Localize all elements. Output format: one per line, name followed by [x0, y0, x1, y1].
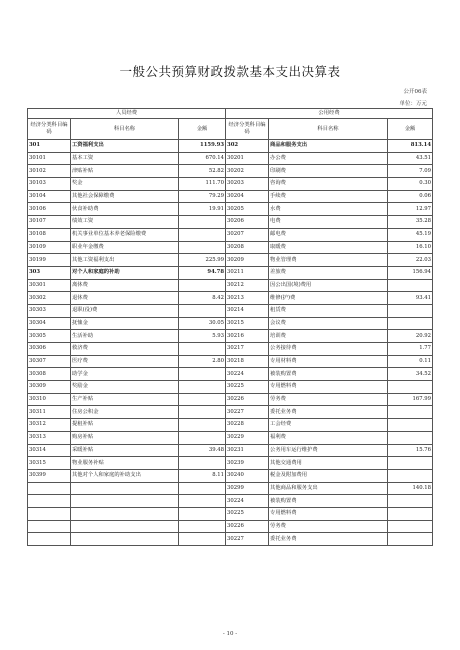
left-amount-cell: 111.70 [179, 178, 226, 191]
left-name-cell: 工资福利支出 [71, 140, 179, 153]
left-amount-cell: 30.05 [179, 317, 226, 330]
left-name-cell: 退休费 [71, 292, 179, 305]
right-name-cell: 其他商品和服务支出 [269, 482, 388, 495]
table-row [28, 152, 433, 165]
left-code-cell: 30309 [28, 381, 71, 394]
left-amount-cell [179, 279, 226, 292]
left-code-cell: 30399 [28, 469, 71, 482]
right-amount-cell: 0.30 [388, 178, 433, 191]
right-code-cell: 30228 [226, 419, 269, 432]
table-row [28, 469, 433, 482]
table-row [28, 431, 433, 444]
left-name-cell [71, 533, 179, 546]
left-name-cell: 生活补助 [71, 330, 179, 343]
left-amount-cell [179, 368, 226, 381]
right-code-cell: 30213 [226, 292, 269, 305]
table-row [28, 266, 433, 279]
right-name-cell: 被装购置费 [269, 368, 388, 381]
unit-label: 单位：万元 [399, 101, 427, 107]
right-amount-cell: 20.92 [388, 330, 433, 343]
table-row [28, 419, 433, 432]
right-name-cell: 维修(护)费 [269, 292, 388, 305]
right-name-cell: 福利费 [269, 431, 388, 444]
left-name-cell: 奖金 [71, 178, 179, 191]
table-row [28, 482, 433, 495]
right-code-cell: 30227 [226, 406, 269, 419]
left-amount-cell [179, 495, 226, 508]
right-code-cell: 30299 [226, 482, 269, 495]
right-code-cell: 30225 [226, 507, 269, 520]
right-amount-cell: 22.03 [388, 254, 433, 267]
left-name-cell: 医疗费 [71, 355, 179, 368]
left-code-cell: 30312 [28, 419, 71, 432]
left-code-cell [28, 520, 71, 533]
right-code-cell: 30202 [226, 165, 269, 178]
left-code-cell [28, 482, 71, 495]
right-name-cell: 税金及附加费用 [269, 469, 388, 482]
left-amount-cell [179, 419, 226, 432]
section-personnel: 人员经费 [28, 109, 226, 119]
table-row [28, 292, 433, 305]
left-code-cell: 303 [28, 266, 71, 279]
left-name-cell [71, 507, 179, 520]
right-amount-cell [388, 533, 433, 546]
expenditure-table [27, 108, 433, 546]
left-amount-cell: 225.99 [179, 254, 226, 267]
page-number: - 10 - [222, 631, 238, 637]
right-name-cell: 专用材料费 [269, 355, 388, 368]
right-amount-cell [388, 431, 433, 444]
left-amount-cell: 5.93 [179, 330, 226, 343]
table-row [28, 368, 433, 381]
table-row [28, 203, 433, 216]
right-name-cell: 电费 [269, 216, 388, 229]
right-amount-cell [388, 495, 433, 508]
left-amount-cell [179, 533, 226, 546]
left-name-cell: 基本工资 [71, 152, 179, 165]
right-name-cell: 委托业务费 [269, 406, 388, 419]
left-amount-cell [179, 507, 226, 520]
left-code-cell: 30301 [28, 279, 71, 292]
left-code-cell: 30104 [28, 190, 71, 203]
left-amount-cell: 670.14 [179, 152, 226, 165]
left-amount-cell [179, 482, 226, 495]
right-name-cell: 水费 [269, 203, 388, 216]
table-body [28, 140, 433, 546]
section-public: 公用经费 [226, 109, 433, 119]
right-name-cell: 因公出国(境)费用 [269, 279, 388, 292]
left-name-cell: 生产补贴 [71, 393, 179, 406]
left-name-cell: 离休费 [71, 279, 179, 292]
left-name-cell: 采暖补贴 [71, 444, 179, 457]
right-code-cell: 30239 [226, 457, 269, 470]
right-amount-cell: 45.19 [388, 228, 433, 241]
left-code-cell: 30103 [28, 178, 71, 191]
left-name-cell: 物业服务补贴 [71, 457, 179, 470]
right-amount-cell [388, 520, 433, 533]
table-row [28, 343, 433, 356]
left-amount-cell: 8.42 [179, 292, 226, 305]
left-name-cell: 其他社会保障缴费 [71, 190, 179, 203]
right-code-cell: 30208 [226, 241, 269, 254]
right-code-cell: 30224 [226, 495, 269, 508]
header-name-right: 科目名称 [269, 119, 388, 140]
left-amount-cell [179, 343, 226, 356]
left-code-cell: 30313 [28, 431, 71, 444]
table-row [28, 279, 433, 292]
right-name-cell: 被装购置费 [269, 495, 388, 508]
left-name-cell: 住房公积金 [71, 406, 179, 419]
left-code-cell: 30107 [28, 216, 71, 229]
left-name-cell: 提租补贴 [71, 419, 179, 432]
table-row [28, 520, 433, 533]
left-amount-cell: 52.82 [179, 165, 226, 178]
left-name-cell: 奖励金 [71, 381, 179, 394]
left-name-cell: 机关事业单位基本养老保险缴费 [71, 228, 179, 241]
left-amount-cell [179, 216, 226, 229]
left-code-cell: 30307 [28, 355, 71, 368]
left-name-cell: 津贴补贴 [71, 165, 179, 178]
right-name-cell: 取暖费 [269, 241, 388, 254]
right-amount-cell: 34.52 [388, 368, 433, 381]
right-name-cell: 办公费 [269, 152, 388, 165]
right-name-cell: 委托业务费 [269, 533, 388, 546]
right-code-cell: 302 [226, 140, 269, 153]
left-amount-cell: 94.78 [179, 266, 226, 279]
left-code-cell: 30305 [28, 330, 71, 343]
left-code-cell [28, 507, 71, 520]
header-code-left: 经济分类科目编码 [28, 119, 71, 140]
right-code-cell: 30227 [226, 533, 269, 546]
right-code-cell: 30218 [226, 355, 269, 368]
right-code-cell: 30206 [226, 216, 269, 229]
right-code-cell: 30207 [226, 228, 269, 241]
right-code-cell: 30209 [226, 254, 269, 267]
right-code-cell: 30240 [226, 469, 269, 482]
left-name-cell [71, 495, 179, 508]
right-name-cell: 咨询费 [269, 178, 388, 191]
right-code-cell: 30201 [226, 152, 269, 165]
table-row [28, 406, 433, 419]
left-amount-cell [179, 228, 226, 241]
left-name-cell: 其他对个人和家庭的补助支出 [71, 469, 179, 482]
right-amount-cell: 0.11 [388, 355, 433, 368]
table-row [28, 355, 433, 368]
table-row [28, 190, 433, 203]
header-amount-left: 金额 [179, 119, 226, 140]
right-amount-cell [388, 507, 433, 520]
right-code-cell: 30212 [226, 279, 269, 292]
table-row [28, 381, 433, 394]
left-name-cell: 购房补贴 [71, 431, 179, 444]
left-code-cell [28, 533, 71, 546]
left-amount-cell [179, 457, 226, 470]
left-amount-cell: 8.11 [179, 469, 226, 482]
left-code-cell: 301 [28, 140, 71, 153]
left-code-cell: 30306 [28, 343, 71, 356]
right-code-cell: 30226 [226, 393, 269, 406]
left-amount-cell [179, 241, 226, 254]
right-amount-cell: 140.18 [388, 482, 433, 495]
right-name-cell: 其他交通费用 [269, 457, 388, 470]
right-code-cell: 30217 [226, 343, 269, 356]
left-amount-cell: 1159.93 [179, 140, 226, 153]
left-name-cell: 其他工资福利支出 [71, 254, 179, 267]
left-amount-cell: 19.91 [179, 203, 226, 216]
table-row [28, 228, 433, 241]
table-row [28, 495, 433, 508]
right-amount-cell: 7.09 [388, 165, 433, 178]
table-row [28, 533, 433, 546]
right-name-cell: 差旅费 [269, 266, 388, 279]
right-code-cell: 30214 [226, 304, 269, 317]
right-name-cell: 商品和服务支出 [269, 140, 388, 153]
left-code-cell: 30303 [28, 304, 71, 317]
left-code-cell: 30302 [28, 292, 71, 305]
right-amount-cell: 813.14 [388, 140, 433, 153]
right-amount-cell: 43.51 [388, 152, 433, 165]
left-amount-cell [179, 381, 226, 394]
right-amount-cell [388, 406, 433, 419]
right-amount-cell [388, 381, 433, 394]
right-amount-cell: 35.28 [388, 216, 433, 229]
table-row [28, 444, 433, 457]
right-name-cell: 公务用车运行维护费 [269, 444, 388, 457]
right-amount-cell [388, 304, 433, 317]
right-name-cell: 劳务费 [269, 393, 388, 406]
right-code-cell: 30205 [226, 203, 269, 216]
left-code-cell: 30101 [28, 152, 71, 165]
table-row [28, 140, 433, 153]
left-amount-cell: 39.48 [179, 444, 226, 457]
left-code-cell: 30315 [28, 457, 71, 470]
left-name-cell: 对个人和家庭的补助 [71, 266, 179, 279]
right-code-cell: 30225 [226, 381, 269, 394]
right-name-cell: 会议费 [269, 317, 388, 330]
table-row [28, 317, 433, 330]
right-name-cell: 邮电费 [269, 228, 388, 241]
left-name-cell: 退职(役)费 [71, 304, 179, 317]
left-name-cell: 助学金 [71, 368, 179, 381]
left-name-cell: 抚恤金 [71, 317, 179, 330]
left-amount-cell [179, 520, 226, 533]
right-code-cell: 30215 [226, 317, 269, 330]
right-name-cell: 印刷费 [269, 165, 388, 178]
table-row [28, 216, 433, 229]
left-code-cell: 30310 [28, 393, 71, 406]
right-name-cell: 租赁费 [269, 304, 388, 317]
table-row [28, 254, 433, 267]
right-amount-cell: 16.10 [388, 241, 433, 254]
right-amount-cell [388, 469, 433, 482]
table-row [28, 304, 433, 317]
left-name-cell: 职业年金缴费 [71, 241, 179, 254]
right-code-cell: 30211 [226, 266, 269, 279]
table-row [28, 241, 433, 254]
left-amount-cell [179, 304, 226, 317]
right-name-cell: 专用燃料费 [269, 381, 388, 394]
right-name-cell: 工会经费 [269, 419, 388, 432]
left-name-cell: 绩效工资 [71, 216, 179, 229]
right-name-cell: 公务接待费 [269, 343, 388, 356]
right-amount-cell [388, 457, 433, 470]
left-code-cell: 30308 [28, 368, 71, 381]
left-code-cell [28, 495, 71, 508]
right-amount-cell [388, 279, 433, 292]
left-name-cell [71, 482, 179, 495]
right-amount-cell [388, 419, 433, 432]
right-name-cell: 物业管理费 [269, 254, 388, 267]
left-amount-cell [179, 406, 226, 419]
left-code-cell: 30314 [28, 444, 71, 457]
left-name-cell [71, 520, 179, 533]
header-name-left: 科目名称 [71, 119, 179, 140]
right-amount-cell: 167.99 [388, 393, 433, 406]
table-row [28, 393, 433, 406]
left-name-cell: 伙食补助费 [71, 203, 179, 216]
header-amount-right: 金额 [388, 119, 433, 140]
right-code-cell: 30229 [226, 431, 269, 444]
right-code-cell: 30224 [226, 368, 269, 381]
left-code-cell: 30106 [28, 203, 71, 216]
table-row [28, 165, 433, 178]
left-amount-cell [179, 393, 226, 406]
right-amount-cell: 0.06 [388, 190, 433, 203]
table-row [28, 507, 433, 520]
left-name-cell: 救济费 [71, 343, 179, 356]
left-amount-cell: 2.80 [179, 355, 226, 368]
right-amount-cell [388, 317, 433, 330]
right-amount-cell: 93.41 [388, 292, 433, 305]
right-amount-cell: 1.77 [388, 343, 433, 356]
left-amount-cell [179, 431, 226, 444]
form-code: 公开06表 [403, 89, 427, 95]
right-code-cell: 30204 [226, 190, 269, 203]
right-amount-cell: 156.94 [388, 266, 433, 279]
left-code-cell: 30311 [28, 406, 71, 419]
right-name-cell: 专用燃料费 [269, 507, 388, 520]
right-code-cell: 30203 [226, 178, 269, 191]
left-code-cell: 30109 [28, 241, 71, 254]
page-title: 一般公共预算财政拨款基本支出决算表 [119, 64, 341, 79]
right-amount-cell: 15.76 [388, 444, 433, 457]
right-amount-cell: 12.97 [388, 203, 433, 216]
left-amount-cell: 79.29 [179, 190, 226, 203]
right-code-cell: 30226 [226, 520, 269, 533]
right-code-cell: 30216 [226, 330, 269, 343]
right-name-cell: 手续费 [269, 190, 388, 203]
right-name-cell: 培训费 [269, 330, 388, 343]
left-code-cell: 30304 [28, 317, 71, 330]
table-row [28, 457, 433, 470]
right-code-cell: 30231 [226, 444, 269, 457]
header-code-right: 经济分类科目编码 [226, 119, 269, 140]
left-code-cell: 30108 [28, 228, 71, 241]
table-row [28, 330, 433, 343]
table-row [28, 178, 433, 191]
left-code-cell: 30102 [28, 165, 71, 178]
right-name-cell: 劳务费 [269, 520, 388, 533]
left-code-cell: 30199 [28, 254, 71, 267]
